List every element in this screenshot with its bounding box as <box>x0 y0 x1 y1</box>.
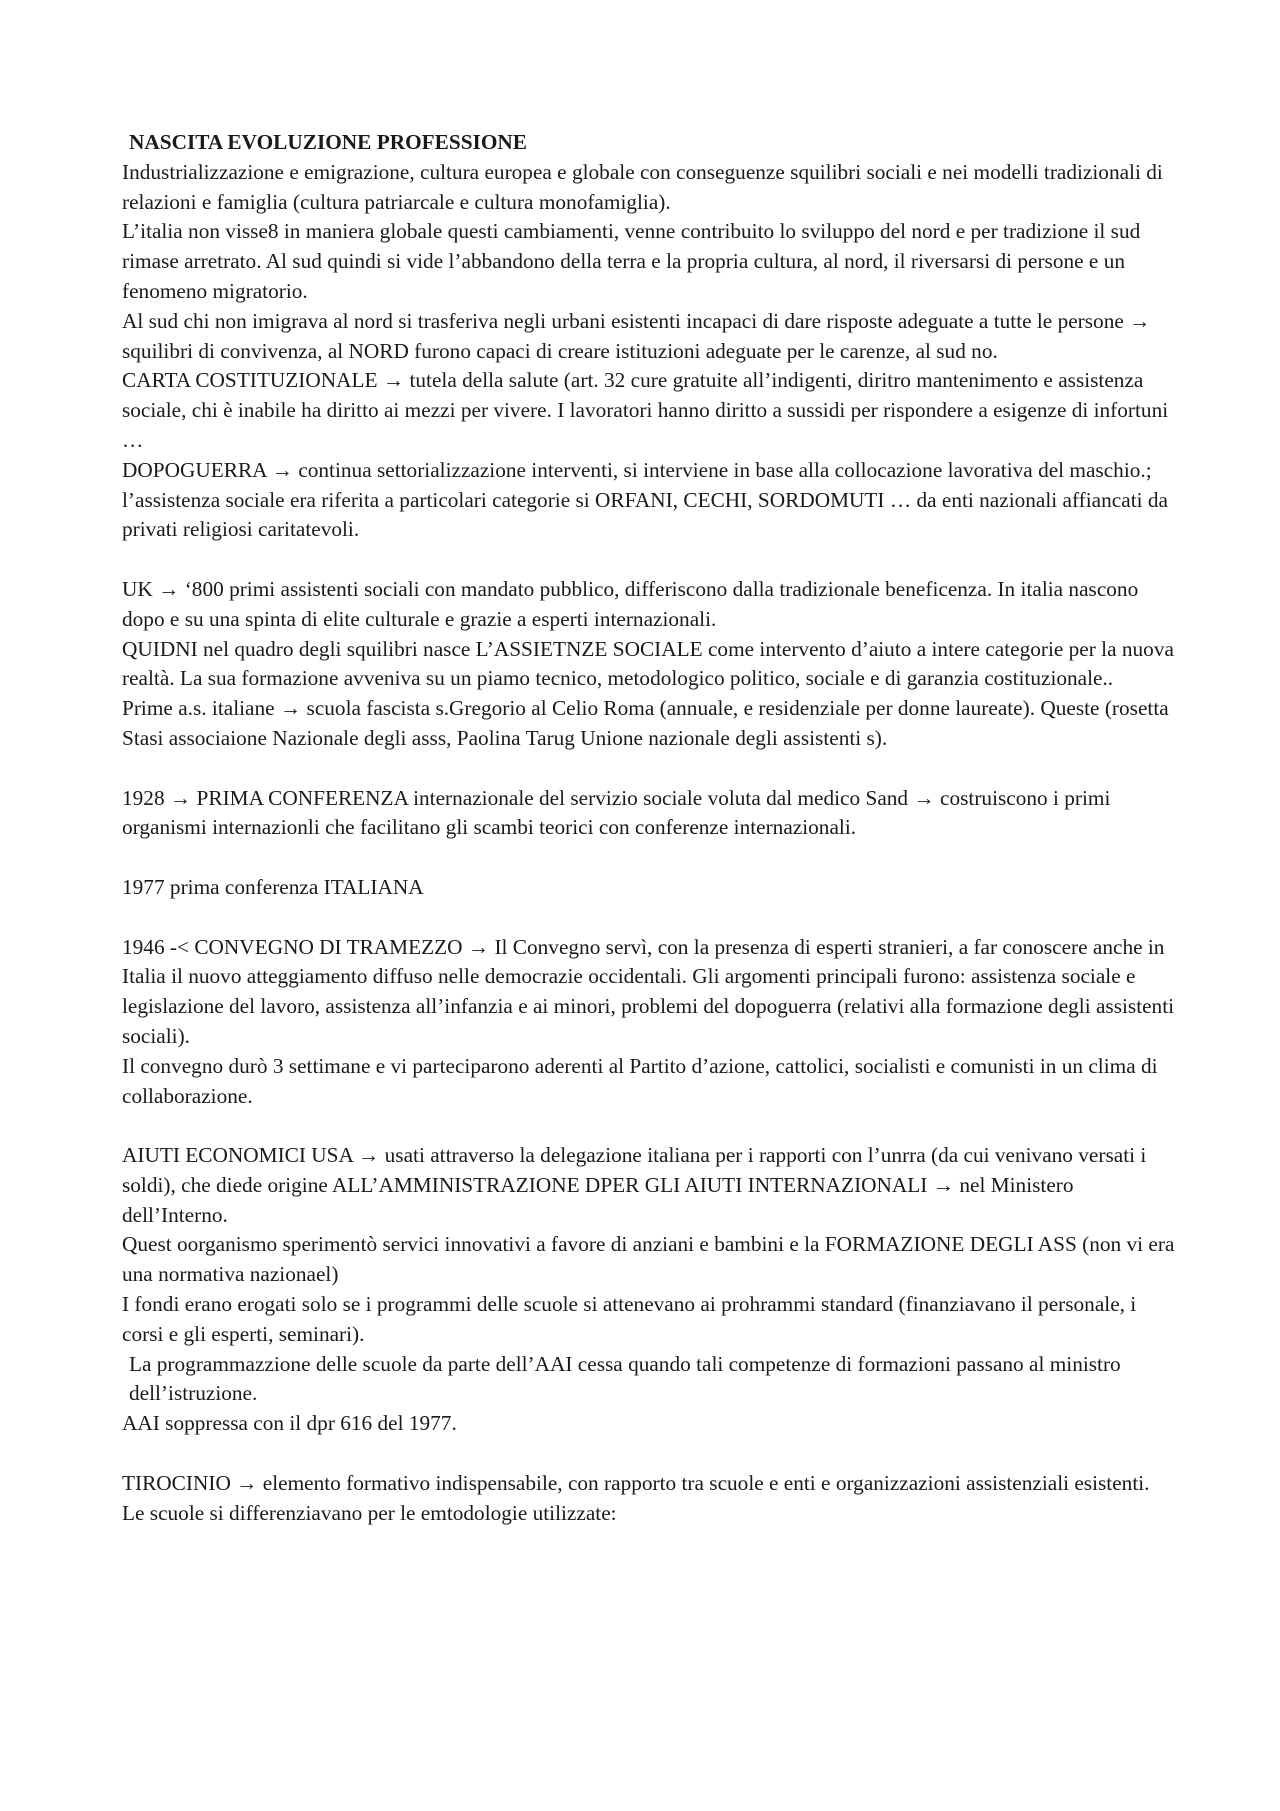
paragraph: CARTA COSTITUZIONALE → tutela della salute (art. 32 cure gratuite all’indigenti, diritro mantenimento e assistenza sociale, chi è inabile ha diritto ai mezzi per vivere. I lavoratori hanno diritto a sussidi per rispondere a esigenze di infortuni … <box>122 368 1169 452</box>
paragraph: Prime a.s. italiane → scuola fascista s.Gregorio al Celio Roma (annuale, e residenziale per donne laureate). Queste (rosetta Stasi associaione Nazionale degli asss, Paolina Tarug Unione nazionale degli assistenti s). <box>122 696 1169 750</box>
paragraph: 1977 prima conferenza ITALIANA <box>122 874 424 899</box>
blank-line <box>122 1439 1180 1469</box>
blank-line <box>122 1111 1180 1141</box>
paragraph: La programmazzione delle scuole da parte dell’AAI cessa quando tali competenze di formazioni passano al ministro dell’istruzione. <box>129 1351 1121 1406</box>
blank-line <box>122 903 1180 933</box>
paragraph: UK → ‘800 primi assistenti sociali con mandato pubblico, differiscono dalla tradizionale beneficenza. In italia nascono dopo e su una spinta di elite culturale e grazie a esperti internazionali. <box>122 576 1139 631</box>
blank-line <box>122 754 1180 784</box>
paragraph: AIUTI ECONOMICI USA → usati attraverso la delegazione italiana per i rapporti con l’unrra (da cui venivano versati i soldi), che diede origine ALL’AMMINISTRAZIONE DPER GLI AIUTI INTERNAZIONALI → nel Ministero dell’Interno. <box>122 1143 1147 1227</box>
paragraph: Le scuole si differenziavano per le emtodologie utilizzate: <box>122 1500 617 1525</box>
paragraph: Il convegno durò 3 settimane e vi parteciparono aderenti al Partito d’azione, cattolici, socialisti e comunisti in un clima di collaborazione. <box>122 1053 1158 1108</box>
paragraph: AAI soppressa con il dpr 616 del 1977. <box>122 1411 457 1436</box>
paragraph: Industrializzazione e emigrazione, cultura europea e globale con conseguenze squilibri sociali e nei modelli tradizionali di relazioni e famiglia (cultura patriarcale e cultura monofamiglia). <box>122 159 1163 214</box>
paragraph: Quest oorganismo sperimentò servici innovativi a favore di anziani e bambini e la FORMAZIONE DEGLI ASS (non vi era una normativa nazionael) <box>122 1232 1175 1287</box>
paragraph: 1946 -< CONVEGNO DI TRAMEZZO → Il Convegno servì, con la presenza di esperti stranieri, a far conoscere anche in Italia il nuovo atteggiamento diffuso nelle democrazie occidentali. Gli argomenti principali furono: assistenza sociale e legislazione del lavoro, assistenza all’infanzia e ai minori, problemi del dopoguerra (relativi alla formazione degli assistenti sociali). <box>122 934 1175 1048</box>
paragraph: DOPOGUERRA → continua settorializzazione interventi, si interviene in base alla collocazione lavorativa del maschio.; l’assistenza sociale era riferita a particolari categorie si ORFANI, CECHI, SORDOMUTI … da enti nazionali affiancati da privati religiosi caritatevoli. <box>122 457 1168 542</box>
paragraph: I fondi erano erogati solo se i programmi delle scuole si attenevano ai prohrammi standard (finanziavano il personale, i corsi e gli esperti, seminari). <box>122 1292 1137 1346</box>
blank-line <box>122 545 1180 575</box>
paragraph: Al sud chi non imigrava al nord si trasferiva negli urbani esistenti incapaci di dare risposte adeguate a tutte le persone → squilibri di convivenza, al NORD furono capaci di creare istituzioni adeguate per le carenze, al sud no. <box>122 308 1151 363</box>
paragraph: L’italia non visse8 in maniera globale questi cambiamenti, venne contribuito lo sviluppo del nord e per tradizione il sud rimase arretrato. Al sud quindi si vide l’abbandono della terra e la propria cultura, al nord, il riversarsi di persone e un fenomeno migratorio. <box>122 219 1141 303</box>
document-title: NASCITA EVOLUZIONE PROFESSIONE <box>129 130 527 154</box>
paragraph: 1928 → PRIMA CONFERENZA internazionale del servizio sociale voluta dal medico Sand → costruiscono i primi organismi internazionli che facilitano gli scambi teorici con conferenze internazionali. <box>122 785 1111 840</box>
paragraph: TIROCINIO → elemento formativo indispensabile, con rapporto tra scuole e enti e organizzazioni assistenziali esistenti. <box>122 1470 1150 1495</box>
blank-line <box>122 843 1180 873</box>
paragraph: QUIDNI nel quadro degli squilibri nasce L’ASSIETNZE SOCIALE come intervento d’aiuto a intere categorie per la nuova realtà. La sua formazione avveniva su un piamo tecnico, metodologico politico, sociale e di garanzia costituzionale.. <box>122 636 1174 691</box>
document-body <box>122 158 1180 1529</box>
